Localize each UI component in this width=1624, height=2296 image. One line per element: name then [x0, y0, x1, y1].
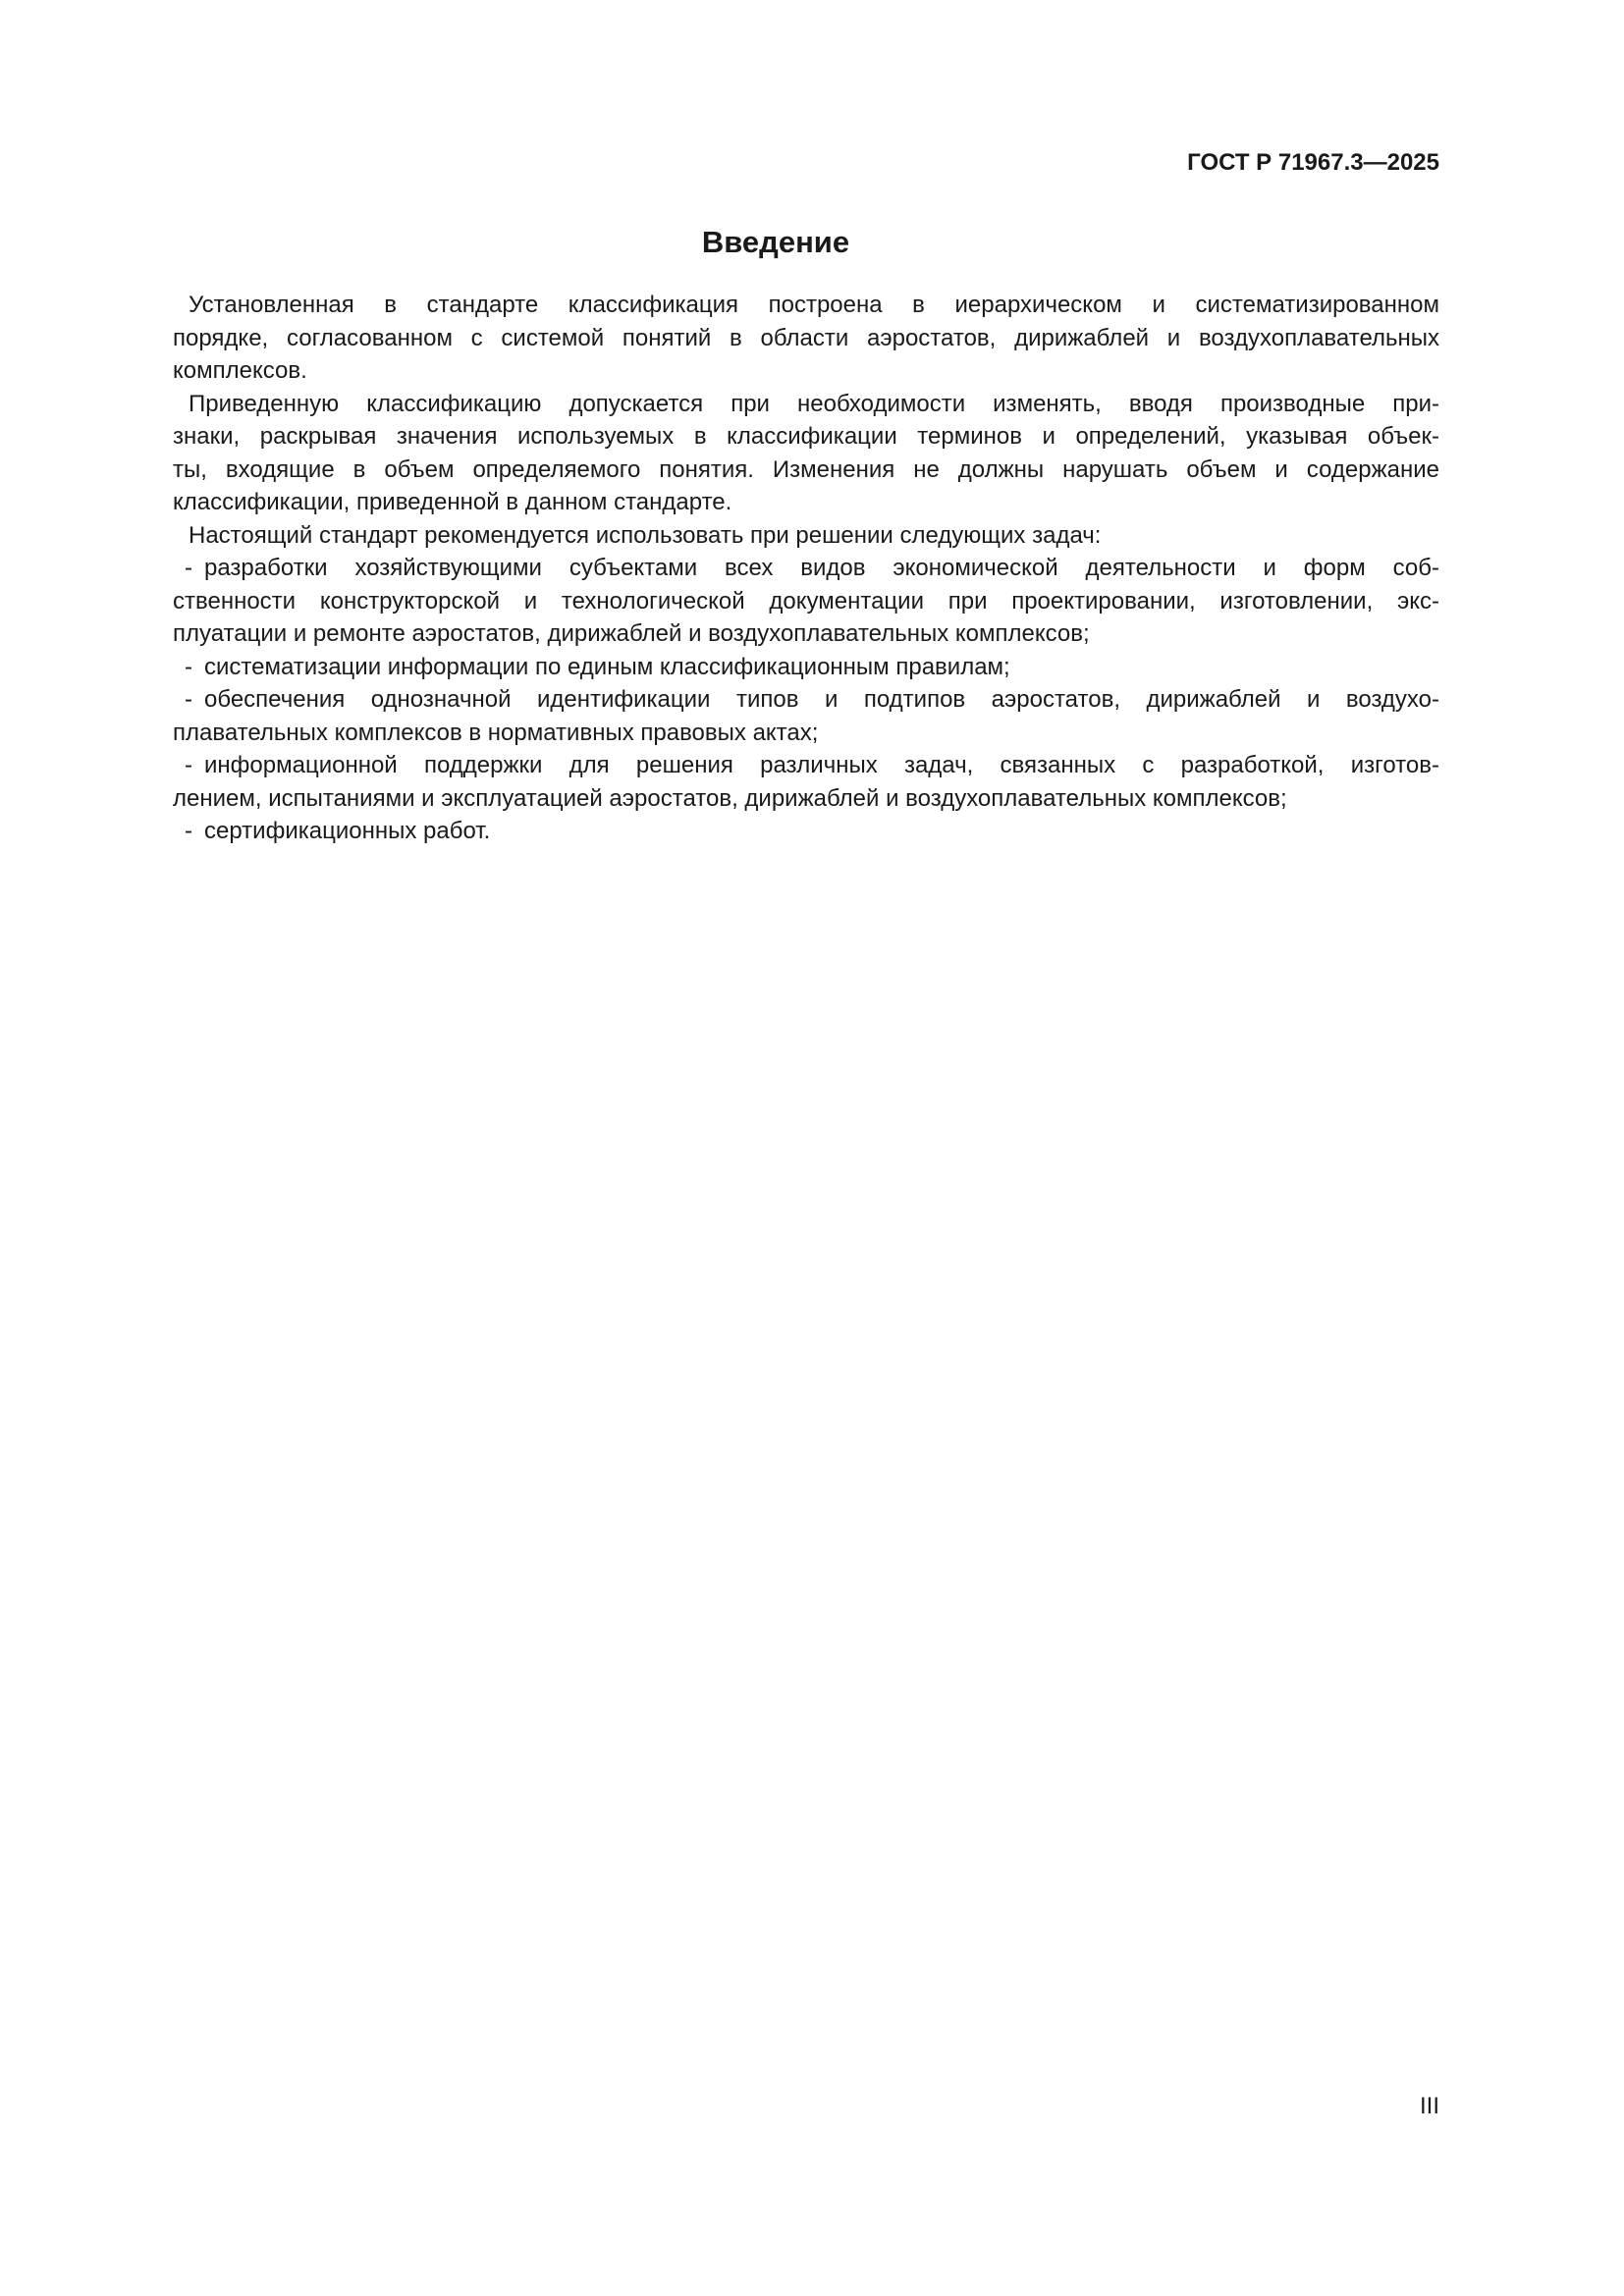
- text-line: порядке, согласованном с системой понятий в области аэростатов, дирижаблей и воздухоплавательных: [173, 324, 1439, 351]
- text-line: знаки, раскрывая значения используемых в классификации терминов и определений, указывая объек-: [173, 423, 1439, 450]
- text-line: плавательных комплексов в нормативных правовых актах;: [173, 719, 819, 746]
- list-dash: -: [185, 555, 192, 581]
- section-title: Введение: [701, 225, 850, 259]
- text-line: - разработки хозяйствующими субъектами всех видов экономической деятельности и форм соб-: [173, 552, 1439, 585]
- list-item: [173, 552, 1439, 651]
- text-line: плуатации и ремонте аэростатов, дирижаблей и воздухоплавательных комплексов;: [173, 620, 1090, 647]
- text-line: - информационной поддержки для решения различных задач, связанных с разработкой, изготов-: [173, 749, 1439, 782]
- text-line: - сертификационных работ.: [173, 815, 1439, 848]
- text-line: - обеспечения однозначной идентификации типов и подтипов аэростатов, дирижаблей и воздухо-: [173, 683, 1439, 717]
- list-item: [173, 749, 1439, 815]
- list-item: [173, 651, 1439, 684]
- paragraph-usage-intro: [173, 519, 1439, 553]
- document-body: [173, 289, 1439, 848]
- list-dash: -: [185, 686, 192, 713]
- text-line: классификации, приведенной в данном стандарте.: [173, 489, 732, 515]
- list-item: [173, 683, 1439, 749]
- text-line: Приведенную классификацию допускается при необходимости изменять, вводя производные при-: [189, 390, 1439, 417]
- list-dash: -: [185, 752, 192, 778]
- text-line: ственности конструкторской и технологической документации при проектировании, изготовлении, экс-: [173, 587, 1439, 614]
- text-line: ты, входящие в объем определяемого понятия. Изменения не должны нарушать объем и содержание: [173, 455, 1439, 483]
- page-number: III: [1419, 2093, 1439, 2119]
- list-item: [173, 815, 1439, 848]
- paragraph-classification-changes: [173, 388, 1439, 519]
- text-line: Установленная в стандарте классификация построена в иерархическом и систематизированном: [189, 292, 1439, 318]
- text-line: лением, испытаниями и эксплуатацией аэростатов, дирижаблей и воздухоплавательных комплексов;: [173, 784, 1287, 812]
- list-dash: -: [185, 653, 192, 680]
- text-line: Настоящий стандарт рекомендуется использовать при решении следующих задач:: [189, 521, 1102, 549]
- text-line: - систематизации информации по единым классификационным правилам;: [173, 651, 1439, 684]
- document-code: ГОСТ Р 71967.3—2025: [1187, 149, 1439, 176]
- paragraph-classification-structure: [173, 289, 1439, 388]
- text-line: комплексов.: [173, 357, 307, 384]
- list-dash: -: [185, 818, 192, 844]
